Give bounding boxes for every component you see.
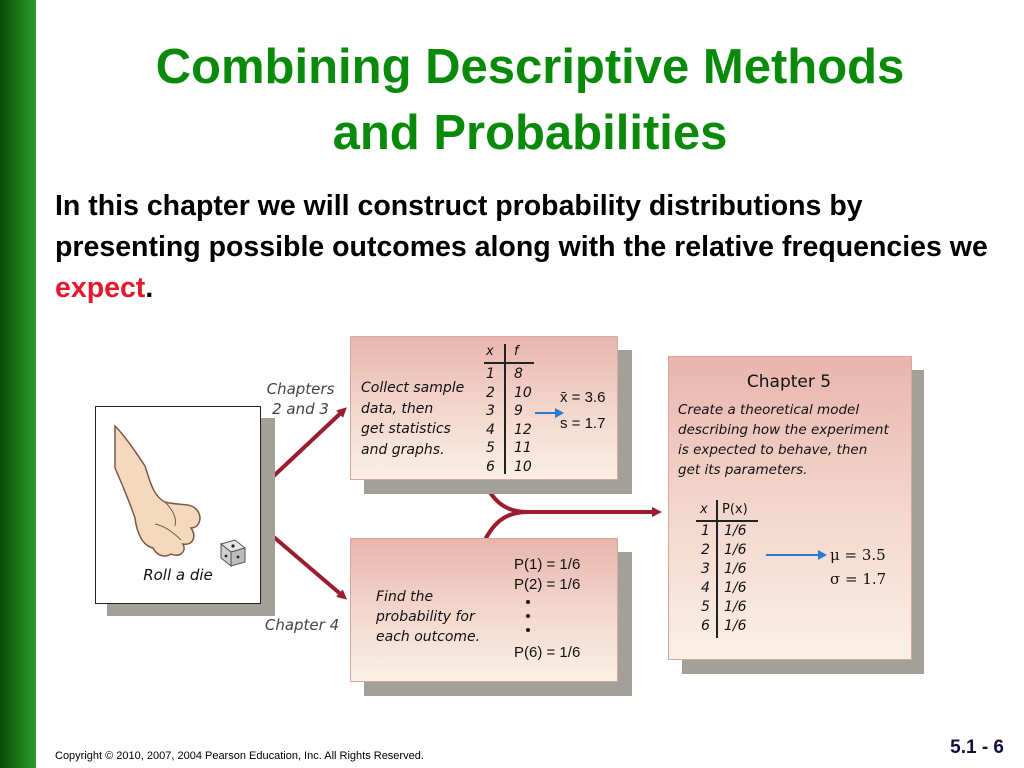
- chapter5-title: Chapter 5: [746, 372, 832, 392]
- sample-statistics-panel: [350, 336, 632, 494]
- prob-col-px: P(x): [722, 502, 748, 517]
- bottom-box-line-3: each outcome.: [376, 629, 481, 645]
- right-box-line-1: Create a theoretical model: [678, 402, 860, 418]
- prob-row: [698, 618, 764, 637]
- prob-ellipsis: [526, 600, 532, 632]
- bottom-box-line-2: probability for: [376, 609, 475, 625]
- freq-row: [484, 440, 544, 459]
- prob-row: [698, 599, 764, 618]
- label-chapters-2-3-line2: 2 and 3: [272, 400, 329, 418]
- top-box-line-2: data, then: [361, 400, 434, 417]
- prob-px-value: 1/6: [724, 618, 747, 634]
- prob-x-value: 3: [701, 561, 710, 577]
- freq-f-value: 8: [514, 366, 523, 382]
- freq-row: [484, 385, 544, 404]
- page-number: 5.1 - 6: [950, 737, 1004, 758]
- population-mean: μ = 3.5: [830, 546, 886, 564]
- die-caption: Roll a die: [143, 566, 213, 584]
- freq-f-value: 12: [514, 421, 532, 438]
- slide-title-line1: Combining Descriptive Methods: [155, 40, 905, 94]
- prob-px-value: 1/6: [724, 561, 747, 577]
- label-chapters-2-3-line1: Chapters: [266, 380, 335, 398]
- prob-px-value: 1/6: [724, 599, 747, 615]
- prob-px-value: 1/6: [724, 580, 747, 596]
- prob-row: [698, 542, 764, 561]
- prob-x-value: 1: [701, 523, 710, 539]
- freq-col-f: f: [514, 344, 519, 359]
- prob-x-value: 2: [701, 542, 710, 558]
- freq-f-value: 11: [514, 440, 532, 456]
- population-sd: σ = 1.7: [830, 570, 887, 588]
- freq-x-value: 3: [486, 403, 495, 419]
- label-chapter-4: Chapter 4: [264, 616, 340, 634]
- roll-die-panel: [95, 406, 275, 616]
- prob-p2: P(2) = 1/6: [514, 576, 581, 593]
- freq-x-value: 1: [486, 366, 495, 382]
- prob-x-value: 6: [701, 618, 710, 634]
- freq-row: [484, 459, 544, 478]
- prob-x-value: 4: [701, 580, 710, 596]
- prob-col-x: x: [700, 502, 708, 517]
- sample-mean: x̄ = 3.6: [560, 389, 606, 406]
- freq-f-value: 10: [514, 458, 532, 475]
- freq-row: [484, 366, 544, 385]
- prob-row: [698, 561, 764, 580]
- probability-table: [694, 500, 764, 640]
- theoretical-model-panel: [668, 356, 924, 674]
- slide-title-line2: and Probabilities: [332, 106, 728, 160]
- right-box-line-4: get its parameters.: [678, 462, 808, 478]
- prob-row: [698, 523, 764, 542]
- freq-x-value: 6: [486, 458, 495, 475]
- body-text-period: .: [145, 272, 154, 304]
- top-box-line-4: and graphs.: [361, 441, 445, 458]
- freq-f-value: 10: [514, 384, 532, 401]
- freq-x-value: 5: [486, 440, 495, 456]
- freq-f-value: 9: [514, 403, 523, 419]
- frequency-table: [480, 340, 540, 476]
- prob-p1: P(1) = 1/6: [514, 556, 581, 573]
- freq-row: [484, 422, 544, 441]
- prob-x-value: 5: [701, 599, 710, 615]
- blue-arrow-right: [766, 548, 828, 562]
- body-text-highlight: expect: [55, 272, 146, 304]
- prob-px-value: 1/6: [724, 542, 747, 558]
- prob-p6: P(6) = 1/6: [514, 644, 581, 661]
- prob-px-value: 1/6: [724, 523, 747, 539]
- body-text-main: In this chapter we will construct probability distributions by presenting possible outcomes along with the relative frequencies we: [55, 190, 988, 263]
- freq-x-value: 4: [486, 421, 495, 438]
- right-box-line-3: is expected to behave, then: [678, 442, 868, 458]
- prob-row: [698, 580, 764, 599]
- right-box-line-2: describing how the experiment: [678, 422, 889, 438]
- bottom-box-line-1: Find the: [376, 589, 434, 605]
- freq-x-value: 2: [486, 384, 495, 401]
- freq-col-x: x: [486, 344, 494, 359]
- probability-panel: [350, 538, 632, 696]
- top-box-line-1: Collect sample: [361, 380, 465, 396]
- die-icon: [215, 536, 249, 568]
- top-box-line-3: get statistics: [361, 421, 451, 437]
- copyright-footer: Copyright © 2010, 2007, 2004 Pearson Education, Inc. All Rights Reserved.: [55, 750, 424, 762]
- sample-sd: s = 1.7: [560, 415, 606, 432]
